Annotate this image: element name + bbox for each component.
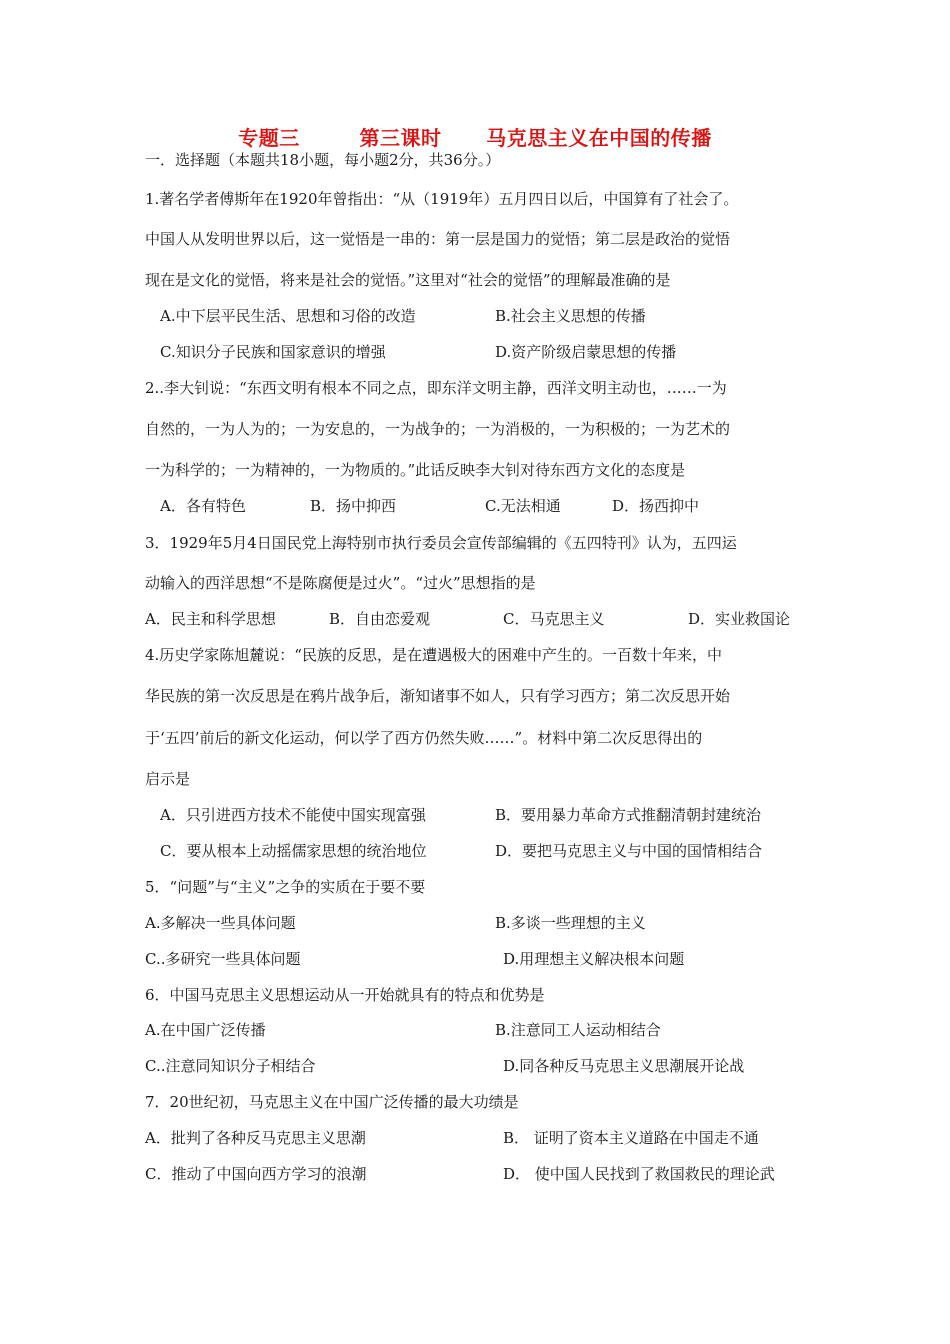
option-c[interactable]: C．推动了中国向西方学习的浪潮 xyxy=(145,1165,367,1183)
question-stem-line: 4.历史学家陈旭麓说：“民族的反思，是在遭遇极大的困难中产生的。一百数十年来，中 xyxy=(145,646,722,664)
question-stem-line: 5．“问题”与“主义”之争的实质在于要不要 xyxy=(145,878,426,896)
option-b[interactable]: B． 证明了资本主义道路在中国走不通 xyxy=(503,1129,759,1147)
question-stem-line: 中国人从发明世界以后，这一觉悟是一串的：第一层是国力的觉悟；第二层是政治的觉悟 xyxy=(145,230,731,248)
question-stem-line: 2..李大钊说：“东西文明有根本不同之点，即东洋文明主静，西洋文明主动也，……一为 xyxy=(145,379,727,397)
option-a[interactable]: A.中下层平民生活、思想和习俗的改造 xyxy=(160,307,416,325)
question-stem-line: 启示是 xyxy=(145,770,191,788)
question-stem-line: 1.著名学者傅斯年在1920年曾指出：“从（1919年）五月四日以后，中国算有了社会了。 xyxy=(145,190,739,208)
option-d[interactable]: D.同各种反马克思主义思潮展开论战 xyxy=(503,1057,745,1075)
option-d[interactable]: D.用理想主义解决根本问题 xyxy=(503,950,685,968)
question-stem-line: 自然的，一为人为的；一为安息的，一为战争的；一为消极的，一为积极的；一为艺术的 xyxy=(145,420,731,438)
question-stem-line: 于‘五四’前后的新文化运动，何以学了西方仍然失败……”。材料中第二次反思得出的 xyxy=(145,729,703,747)
option-c[interactable]: C．要从根本上动摇儒家思想的统治地位 xyxy=(160,842,427,860)
option-a[interactable]: A.在中国广泛传播 xyxy=(145,1021,266,1039)
option-c[interactable]: C.无法相通 xyxy=(485,497,561,515)
page-title: 专题三 第三课时 马克思主义在中国的传播 xyxy=(238,126,712,150)
option-d[interactable]: D．实业救国论 xyxy=(688,610,791,628)
option-b[interactable]: B．自由恋爱观 xyxy=(329,610,431,628)
section-header: 一．选择题（本题共18小题，每小题2分，共36分。） xyxy=(145,151,501,169)
option-c[interactable]: C.知识分子民族和国家意识的增强 xyxy=(160,343,386,361)
option-d[interactable]: D.资产阶级启蒙思想的传播 xyxy=(495,343,677,361)
question-stem-line: 现在是文化的觉悟，将来是社会的觉悟。”这里对“社会的觉悟”的理解最准确的是 xyxy=(145,271,671,289)
option-c[interactable]: C..注意同知识分子相结合 xyxy=(145,1057,316,1075)
option-d[interactable]: D． 使中国人民找到了救国救民的理论武 xyxy=(503,1165,775,1183)
option-b[interactable]: B.注意同工人运动相结合 xyxy=(495,1021,661,1039)
question-stem-line: 3．1929年5月4日国民党上海特别市执行委员会宣传部编辑的《五四特刊》认为，五四运 xyxy=(145,534,737,552)
question-stem-line: 一为科学的；一为精神的，一为物质的。”此话反映李大钊对待东西方文化的态度是 xyxy=(145,461,686,479)
option-a[interactable]: A．只引进西方技术不能使中国实现富强 xyxy=(160,806,426,824)
question-stem-line: 6．中国马克思主义思想运动从一开始就具有的特点和优势是 xyxy=(145,986,545,1004)
option-d[interactable]: D．要把马克思主义与中国的国情相结合 xyxy=(495,842,763,860)
option-a[interactable]: A.多解决一些具体问题 xyxy=(145,914,296,932)
option-a[interactable]: A．各有特色 xyxy=(160,497,246,515)
option-a[interactable]: A．民主和科学思想 xyxy=(145,610,276,628)
question-stem-line: 7．20世纪初，马克思主义在中国广泛传播的最大功绩是 xyxy=(145,1093,519,1111)
option-c[interactable]: C..多研究一些具体问题 xyxy=(145,950,301,968)
option-b[interactable]: B.多谈一些理想的主义 xyxy=(495,914,646,932)
question-stem-line: 华民族的第一次反思是在鸦片战争后，渐知诸事不如人，只有学习西方；第二次反思开始 xyxy=(145,687,731,705)
option-b[interactable]: B．扬中抑西 xyxy=(310,497,397,515)
option-c[interactable]: C．马克思主义 xyxy=(503,610,605,628)
option-a[interactable]: A．批判了各种反马克思主义思潮 xyxy=(145,1129,366,1147)
question-stem-line: 动输入的西洋思想“不是陈腐便是过火”。“过火”思想指的是 xyxy=(145,574,536,592)
option-d[interactable]: D．扬西抑中 xyxy=(612,497,700,515)
option-b[interactable]: B．要用暴力革命方式推翻清朝封建统治 xyxy=(495,806,762,824)
option-b[interactable]: B.社会主义思想的传播 xyxy=(495,307,646,325)
